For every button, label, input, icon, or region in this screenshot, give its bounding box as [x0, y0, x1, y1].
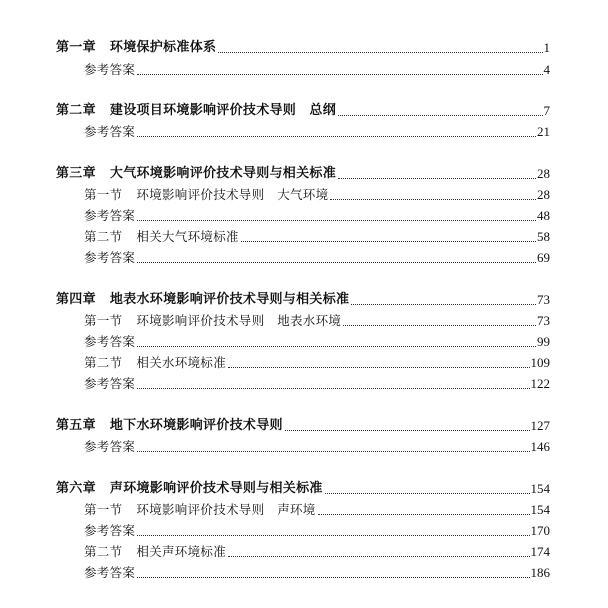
dot-leader: [218, 51, 542, 53]
dot-leader: [137, 345, 536, 347]
dot-leader: [137, 73, 542, 75]
toc-page-number: 127: [530, 418, 550, 433]
toc-entry-text: 环境影响评价技术导则 地表水环境: [136, 313, 342, 328]
toc-entry-label: 第五章: [56, 418, 96, 433]
toc-entry-label: 第三章: [56, 166, 96, 181]
dot-leader: [330, 198, 536, 200]
toc-entry-title: [84, 521, 137, 541]
toc-page-number: 73: [537, 292, 550, 307]
toc-entry-text: 环境保护标准体系: [109, 40, 217, 55]
toc-entry-title: [84, 542, 228, 562]
toc-entry-title: [56, 416, 285, 436]
toc-entry-text: 参考答案: [84, 565, 136, 580]
toc-entry-text: 地下水环境影响评价技术导则: [109, 418, 283, 433]
dot-leader: [228, 366, 529, 368]
dot-leader: [137, 450, 529, 452]
toc-page-number: 4: [543, 62, 550, 77]
dot-leader: [351, 303, 536, 305]
toc-entry-title: [84, 437, 137, 457]
toc-entry-label: 第二章: [56, 103, 96, 118]
toc-entry-title: [56, 101, 338, 121]
toc-entry-text: 声环境影响评价技术导则与相关标准: [109, 481, 323, 496]
toc-entry-text: 地表水环境影响评价技术导则与相关标准: [109, 292, 350, 307]
toc-entry-label: 第二节: [84, 229, 123, 244]
toc-entry-text: 参考答案: [84, 208, 136, 223]
toc-entry-text: 环境影响评价技术导则 声环境: [136, 502, 316, 517]
toc-entry-label: 第二节: [84, 355, 123, 370]
toc-page-number: 58: [537, 229, 550, 244]
toc-entry-title: [56, 479, 325, 499]
dot-leader: [343, 324, 536, 326]
dot-leader: [325, 492, 530, 494]
toc-entry-title: [84, 185, 330, 205]
toc-entry-label: 第四章: [56, 292, 96, 307]
toc-section-entry[interactable]: [84, 521, 550, 541]
toc-entry-text: 环境影响评价技术导则 大气环境: [136, 187, 329, 202]
toc-entry-text: 参考答案: [84, 439, 136, 454]
toc-chapter-entry[interactable]: [56, 164, 550, 184]
toc-section-entry[interactable]: [84, 542, 550, 562]
toc-entry-title: [84, 500, 318, 520]
toc-page-number: 1: [543, 40, 550, 55]
toc-section-entry[interactable]: [84, 563, 550, 583]
dot-leader: [137, 387, 529, 389]
toc-page-number: 7: [543, 103, 550, 118]
toc-page-number: 186: [530, 565, 550, 580]
toc-entry-title: [84, 374, 137, 394]
toc-entry-text: 参考答案: [84, 376, 136, 391]
toc-section-entry[interactable]: [84, 185, 550, 205]
toc-page-number: 48: [537, 208, 550, 223]
toc-page-number: 28: [537, 166, 550, 181]
toc-section-entry[interactable]: [84, 206, 550, 226]
toc-entry-label: 第一节: [84, 313, 123, 328]
toc-chapter-entry[interactable]: [56, 38, 550, 58]
dot-leader: [241, 240, 536, 242]
toc-entry-text: 参考答案: [84, 250, 136, 265]
toc-section-entry[interactable]: [84, 500, 550, 520]
toc-entry-title: [84, 60, 137, 80]
dot-leader: [338, 114, 542, 116]
toc-entry-label: 第一章: [56, 40, 96, 55]
dot-leader: [137, 219, 536, 221]
dot-leader: [228, 555, 529, 557]
dot-leader: [318, 513, 530, 515]
toc-entry-text: 建设项目环境影响评价技术导则 总纲: [109, 103, 337, 118]
toc-entry-text: 相关水环境标准: [136, 355, 227, 370]
toc-section-entry[interactable]: [84, 60, 550, 80]
toc-entry-label: 第二节: [84, 544, 123, 559]
toc-entry-title: [84, 206, 137, 226]
toc-entry-label: 第六章: [56, 481, 96, 496]
toc-entry-label: 第一节: [84, 187, 123, 202]
toc-page-number: 170: [530, 523, 550, 538]
toc-page-number: 21: [537, 124, 550, 139]
toc-chapter-entry[interactable]: [56, 479, 550, 499]
toc-section-entry[interactable]: [84, 311, 550, 331]
toc-section-entry[interactable]: [84, 374, 550, 394]
dot-leader: [137, 576, 529, 578]
toc-entry-title: [56, 290, 351, 310]
toc-entry-title: [84, 248, 137, 268]
toc-section-entry[interactable]: [84, 353, 550, 373]
dot-leader: [338, 177, 536, 179]
toc-entry-title: [84, 353, 228, 373]
toc-chapter-entry[interactable]: [56, 416, 550, 436]
toc-page-number: 99: [537, 334, 550, 349]
dot-leader: [285, 429, 530, 431]
toc-page-number: 109: [530, 355, 550, 370]
toc-entry-title: [84, 311, 343, 331]
toc-section-entry[interactable]: [84, 122, 550, 142]
toc-page-number: 122: [530, 376, 550, 391]
dot-leader: [137, 135, 536, 137]
toc-page-number: 69: [537, 250, 550, 265]
toc-entry-text: 参考答案: [84, 523, 136, 538]
toc-entry-text: 大气环境影响评价技术导则与相关标准: [109, 166, 337, 181]
toc-entry-text: 参考答案: [84, 62, 136, 77]
toc-entry-title: [84, 563, 137, 583]
toc-entry-text: 参考答案: [84, 334, 136, 349]
dot-leader: [137, 261, 536, 263]
toc-section-entry[interactable]: [84, 248, 550, 268]
toc-entry-text: 相关声环境标准: [136, 544, 227, 559]
toc-page-number: 174: [530, 544, 550, 559]
toc-entry-label: 第一节: [84, 502, 123, 517]
toc-chapter-entry[interactable]: [56, 290, 550, 310]
toc-entry-title: [56, 164, 338, 184]
dot-leader: [137, 534, 529, 536]
toc-chapter-entry[interactable]: [56, 101, 550, 121]
toc-page-number: 73: [537, 313, 550, 328]
toc-section-entry[interactable]: [84, 227, 550, 247]
toc-page-number: 154: [530, 481, 550, 496]
toc-entry-title: [84, 227, 241, 247]
toc-entry-text: 相关大气环境标准: [136, 229, 239, 244]
toc-entry-text: 参考答案: [84, 124, 136, 139]
toc-section-entry[interactable]: [84, 437, 550, 457]
toc-section-entry[interactable]: [84, 332, 550, 352]
toc-entry-title: [84, 122, 137, 142]
toc-page-number: 154: [530, 502, 550, 517]
toc-page-number: 146: [530, 439, 550, 454]
toc-entry-title: [84, 332, 137, 352]
toc-entry-title: [56, 38, 218, 58]
toc-page-number: 28: [537, 187, 550, 202]
